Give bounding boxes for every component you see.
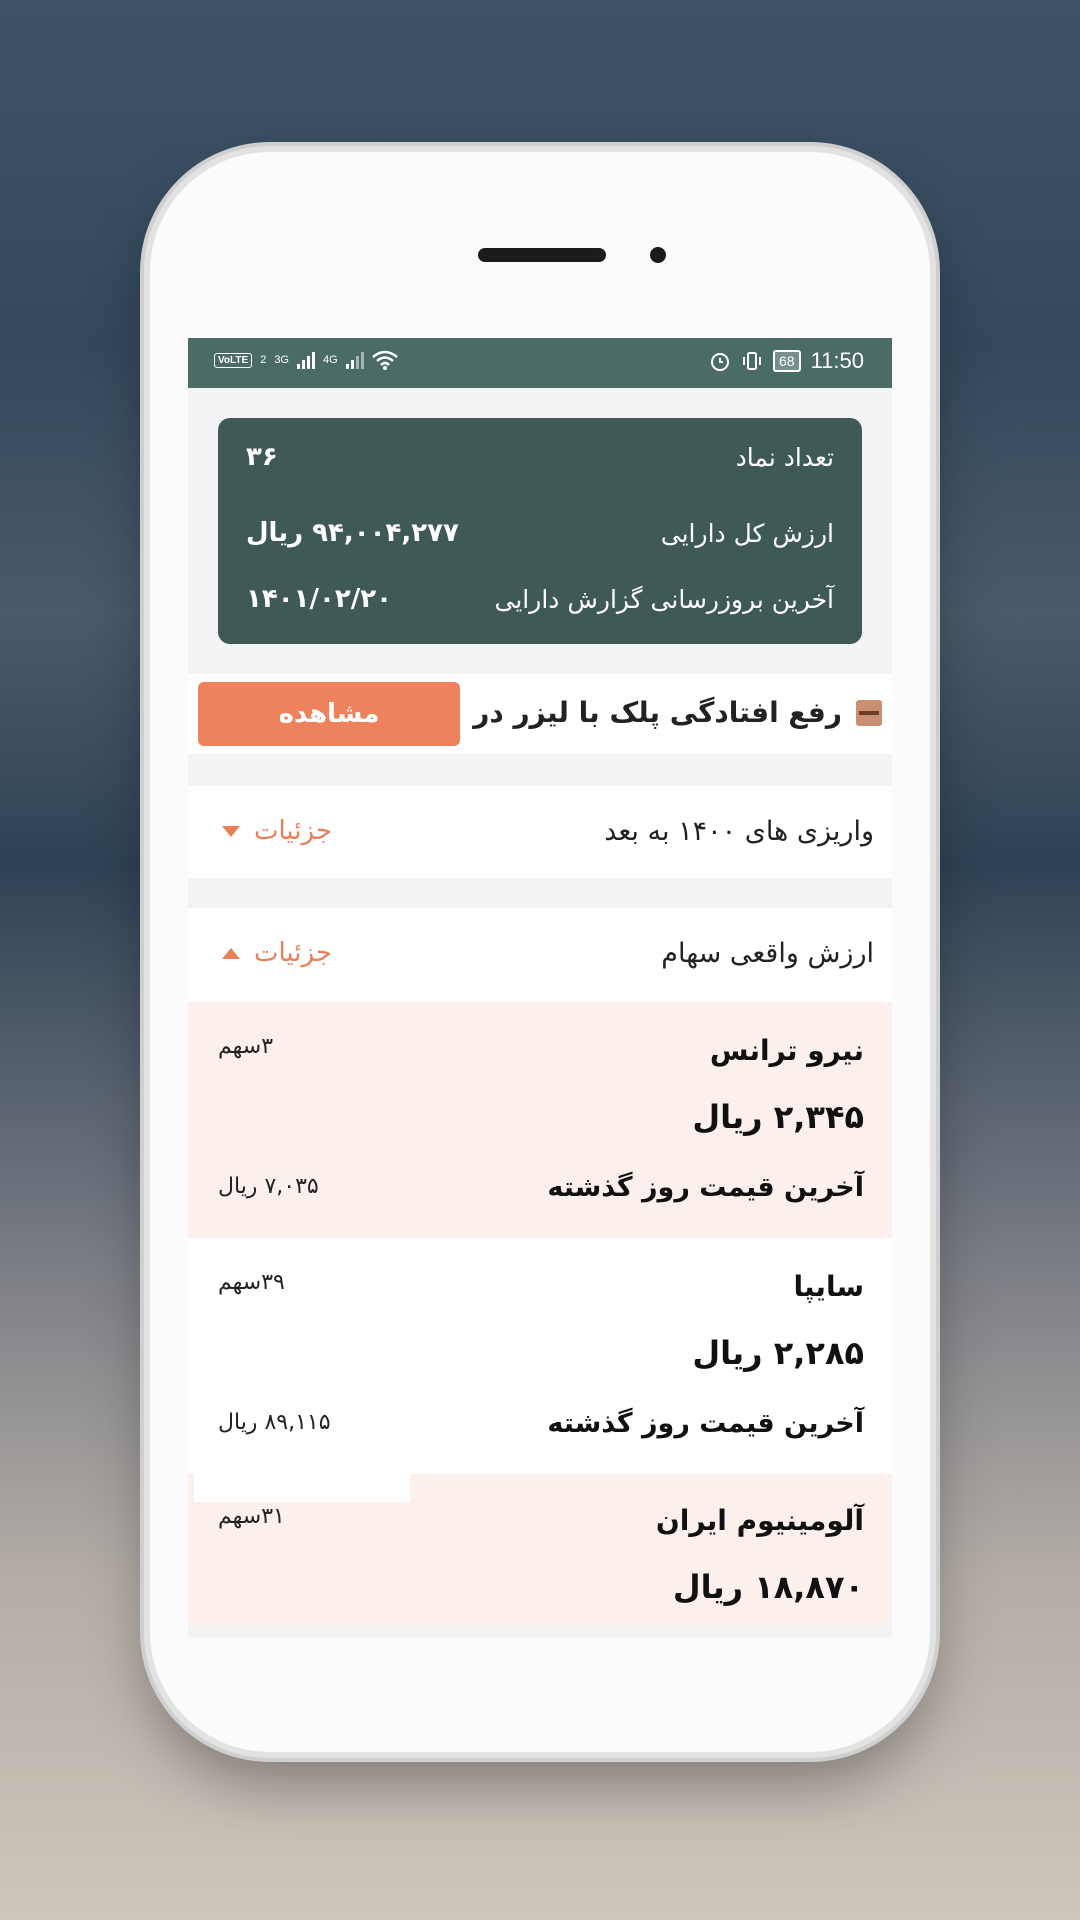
phone-speaker — [478, 248, 606, 262]
deposits-details-label: جزئیات — [254, 816, 332, 846]
view-button[interactable]: مشاهده — [198, 682, 460, 746]
phone-camera — [650, 247, 666, 263]
status-bar — [188, 338, 892, 388]
signal-icon — [297, 351, 315, 369]
summary-row-symbols — [246, 442, 834, 472]
real-value-section[interactable] — [188, 908, 892, 1002]
status-left-group — [214, 350, 398, 370]
status-time: 11:50 — [810, 348, 864, 373]
asset-summary-card — [218, 418, 862, 644]
deposits-section[interactable] — [188, 786, 892, 878]
network-4g-label: 4G — [323, 354, 338, 366]
ad-icon — [856, 700, 882, 726]
app-screen — [188, 338, 892, 1638]
stock-price: ۲,۲۸۵ ریال — [692, 1334, 864, 1372]
last-price-label: آخرین قیمت روز گذشته — [547, 1408, 864, 1439]
summary-row-update — [246, 584, 834, 614]
wifi-icon — [372, 350, 398, 370]
deposits-details-toggle[interactable] — [222, 816, 332, 846]
stock-count: ۳۹سهم — [218, 1270, 285, 1295]
stock-name: سایپا — [793, 1270, 864, 1303]
real-value-details-toggle[interactable] — [222, 938, 332, 968]
promo-banner — [188, 674, 892, 754]
vibrate-icon — [741, 350, 763, 372]
summary-row-total — [246, 518, 834, 548]
network-3g-label: 3G — [274, 354, 289, 366]
loading-patch — [194, 1472, 410, 1502]
last-price-value: ۷,۰۳۵ ریال — [218, 1174, 319, 1199]
alarm-icon — [709, 350, 731, 372]
caret-down-icon — [222, 826, 240, 837]
caret-up-icon — [222, 948, 240, 959]
real-value-details-label: جزئیات — [254, 938, 332, 968]
signal-icon-2 — [346, 351, 364, 369]
symbols-count: ۳۶ — [246, 442, 278, 472]
stock-item[interactable] — [188, 1238, 892, 1474]
stock-count: ۳۱سهم — [218, 1504, 285, 1529]
status-right-group — [709, 348, 864, 374]
symbols-label: تعداد نماد — [735, 442, 834, 472]
update-date: ۱۴۰۱/۰۲/۲۰ — [246, 584, 392, 614]
stock-name: نیرو ترانس — [709, 1034, 864, 1067]
update-label: آخرین بروزرسانی گزارش دارایی — [494, 584, 834, 614]
last-price-label: آخرین قیمت روز گذشته — [547, 1172, 864, 1203]
battery-icon: 68 — [773, 350, 801, 372]
total-value: ۹۴,۰۰۴,۲۷۷ ریال — [246, 518, 459, 548]
last-price-value: ۸۹,۱۱۵ ریال — [218, 1410, 331, 1435]
stock-price: ۱۸,۸۷۰ ریال — [672, 1568, 864, 1606]
stock-name: آلومینیوم ایران — [655, 1504, 864, 1537]
stock-item[interactable] — [188, 1002, 892, 1238]
promo-text: رفع افتادگی پلک با لیزر در — [473, 696, 842, 729]
real-value-title: ارزش واقعی سهام — [661, 938, 874, 969]
stock-price: ۲,۳۴۵ ریال — [692, 1098, 864, 1136]
volte-icon: VoLTE — [214, 353, 252, 368]
total-label: ارزش کل دارایی — [660, 518, 834, 548]
sim-label: 2 — [260, 354, 267, 366]
deposits-title: واریزی های ۱۴۰۰ به بعد — [604, 816, 874, 847]
stock-count: ۳سهم — [218, 1034, 274, 1059]
